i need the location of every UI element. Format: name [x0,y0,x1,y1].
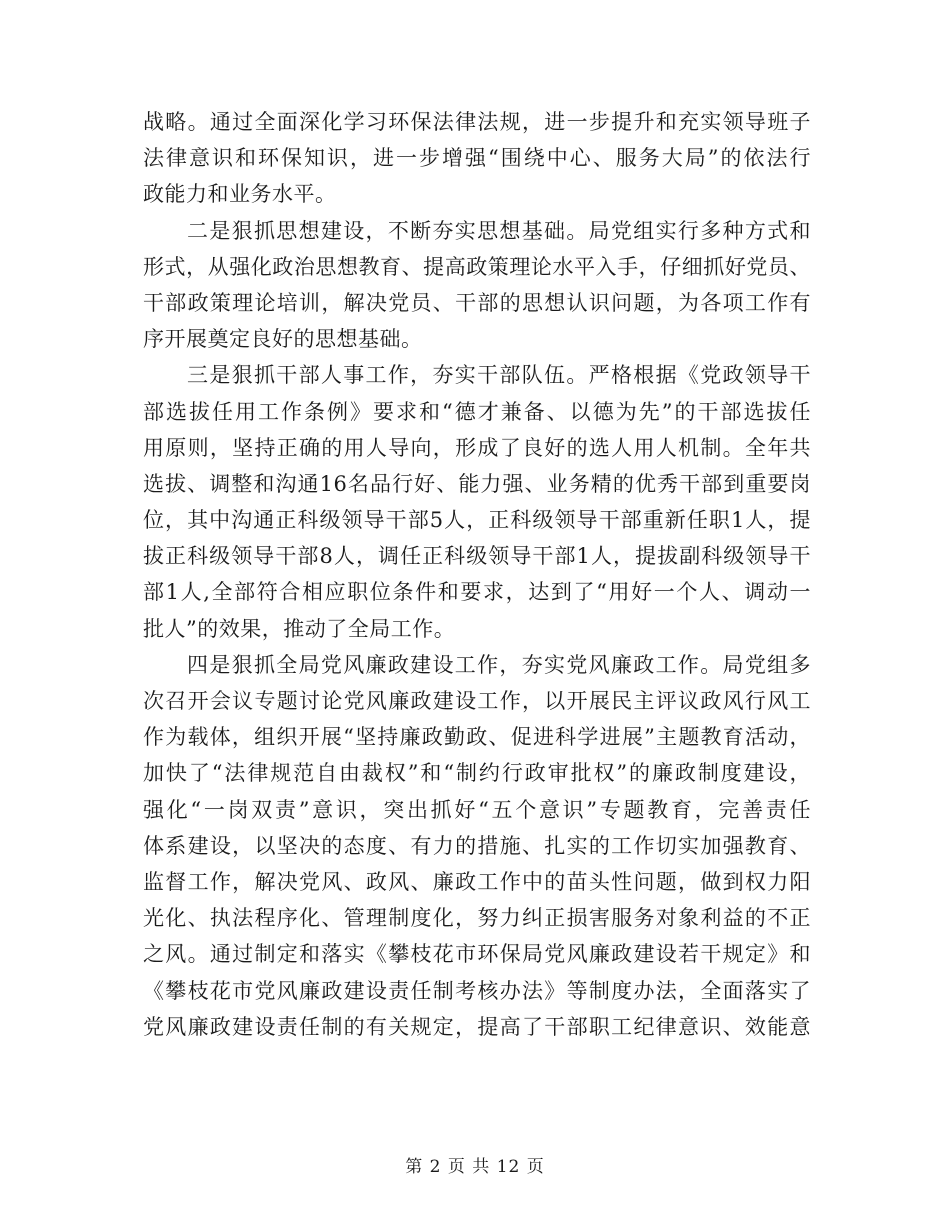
paragraph-line: 三是狠抓干部人事工作，夯实干部队伍。严格根据《党政领导干 [187,363,811,388]
paragraph-line: 之风。通过制定和落实《攀枝花市环保局党风廉政建设若干规定》和 [143,942,811,967]
page-label-prefix: 第 [405,1157,424,1177]
paragraph-line: 用原则，坚持正确的用人导向，形成了良好的选人用人机制。全年共 [143,435,811,460]
paragraph-line: 法律意识和环保知识，进一步增强“围绕中心、服务大局”的依法行 [143,146,811,171]
paragraph-line: 部选拔任用工作条例》要求和“德才兼备、以德为先”的干部选拔任 [143,399,811,424]
paragraph-line: 序开展奠定良好的思想基础。 [143,327,423,352]
paragraph-line: 作为载体，组织开展“坚持廉政勤政、促进科学进展”主题教育活动， [143,725,811,750]
paragraph-line: 次召开会议专题讨论党风廉政建设工作，以开展民主评议政风行风工 [143,689,811,713]
paragraph-line: 光化、执法程序化、管理制度化，努力纠正损害服务对象利益的不正 [143,906,811,931]
current-page-number: 2 [429,1157,442,1177]
paragraph-line: 加快了“法律规范自由裁权”和“制约行政审批权”的廉政制度建设， [143,761,811,786]
paragraph-line: 四是狠抓全局党风廉政建设工作，夯实党风廉政工作。局党组多 [187,652,811,677]
paragraph-line: 形式，从强化政治思想教育、提高政策理论水平入手，仔细抓好党员、 [143,254,811,279]
page-footer [0,1152,950,1177]
paragraph-line: 干部政策理论培训，解决党员、干部的思想认识问题，为各项工作有 [143,290,811,315]
page-label-mid: 页 [447,1157,466,1177]
paragraph [143,104,811,213]
total-label-prefix: 共 [472,1157,491,1177]
paragraph-line: 部1人,全部符合相应职位条件和要求，达到了“用好一个人、调动一 [143,580,811,605]
paragraph-line: 战略。通过全面深化学习环保法律法规，进一步提升和充实领导班子 [143,110,811,134]
paragraph-line: 批人”的效果，推动了全局工作。 [143,616,456,641]
paragraph-line: 位，其中沟通正科级领导干部5人，正科级领导干部重新任职1人，提 [143,508,811,533]
paragraph-line: 强化“一岗双责”意识，突出抓好“五个意识”专题教育，完善责任 [143,797,811,822]
paragraph-line: 党风廉政建设责任制的有关规定，提高了干部职工纪律意识、效能意 [143,1014,811,1039]
paragraph-line: 政能力和业务水平。 [143,182,337,207]
paragraph-line: 拔正科级领导干部8人，调任正科级领导干部1人，提拔副科级领导干 [143,544,811,569]
paragraph [143,647,811,1045]
paragraph-line: 选拔、调整和沟通16名品行好、能力强、业务精的优秀干部到重要岗 [143,471,811,496]
paragraph [143,213,811,358]
total-pages-number: 12 [496,1157,521,1177]
paragraph-line: 《攀枝花市党风廉政建设责任制考核办法》等制度办法，全面落实了 [143,978,811,1003]
document-body [143,104,811,1045]
paragraph-line: 体系建设，以坚决的态度、有力的措施、扎实的工作切实加强教育、 [143,833,811,858]
paragraph-line: 二是狠抓思想建设，不断夯实思想基础。局党组实行多种方式和 [187,218,811,243]
paragraph-line: 监督工作，解决党风、政风、廉政工作中的苗头性问题，做到权力阳 [143,869,811,894]
paragraph [143,357,811,647]
page-label-suffix: 页 [526,1157,545,1177]
